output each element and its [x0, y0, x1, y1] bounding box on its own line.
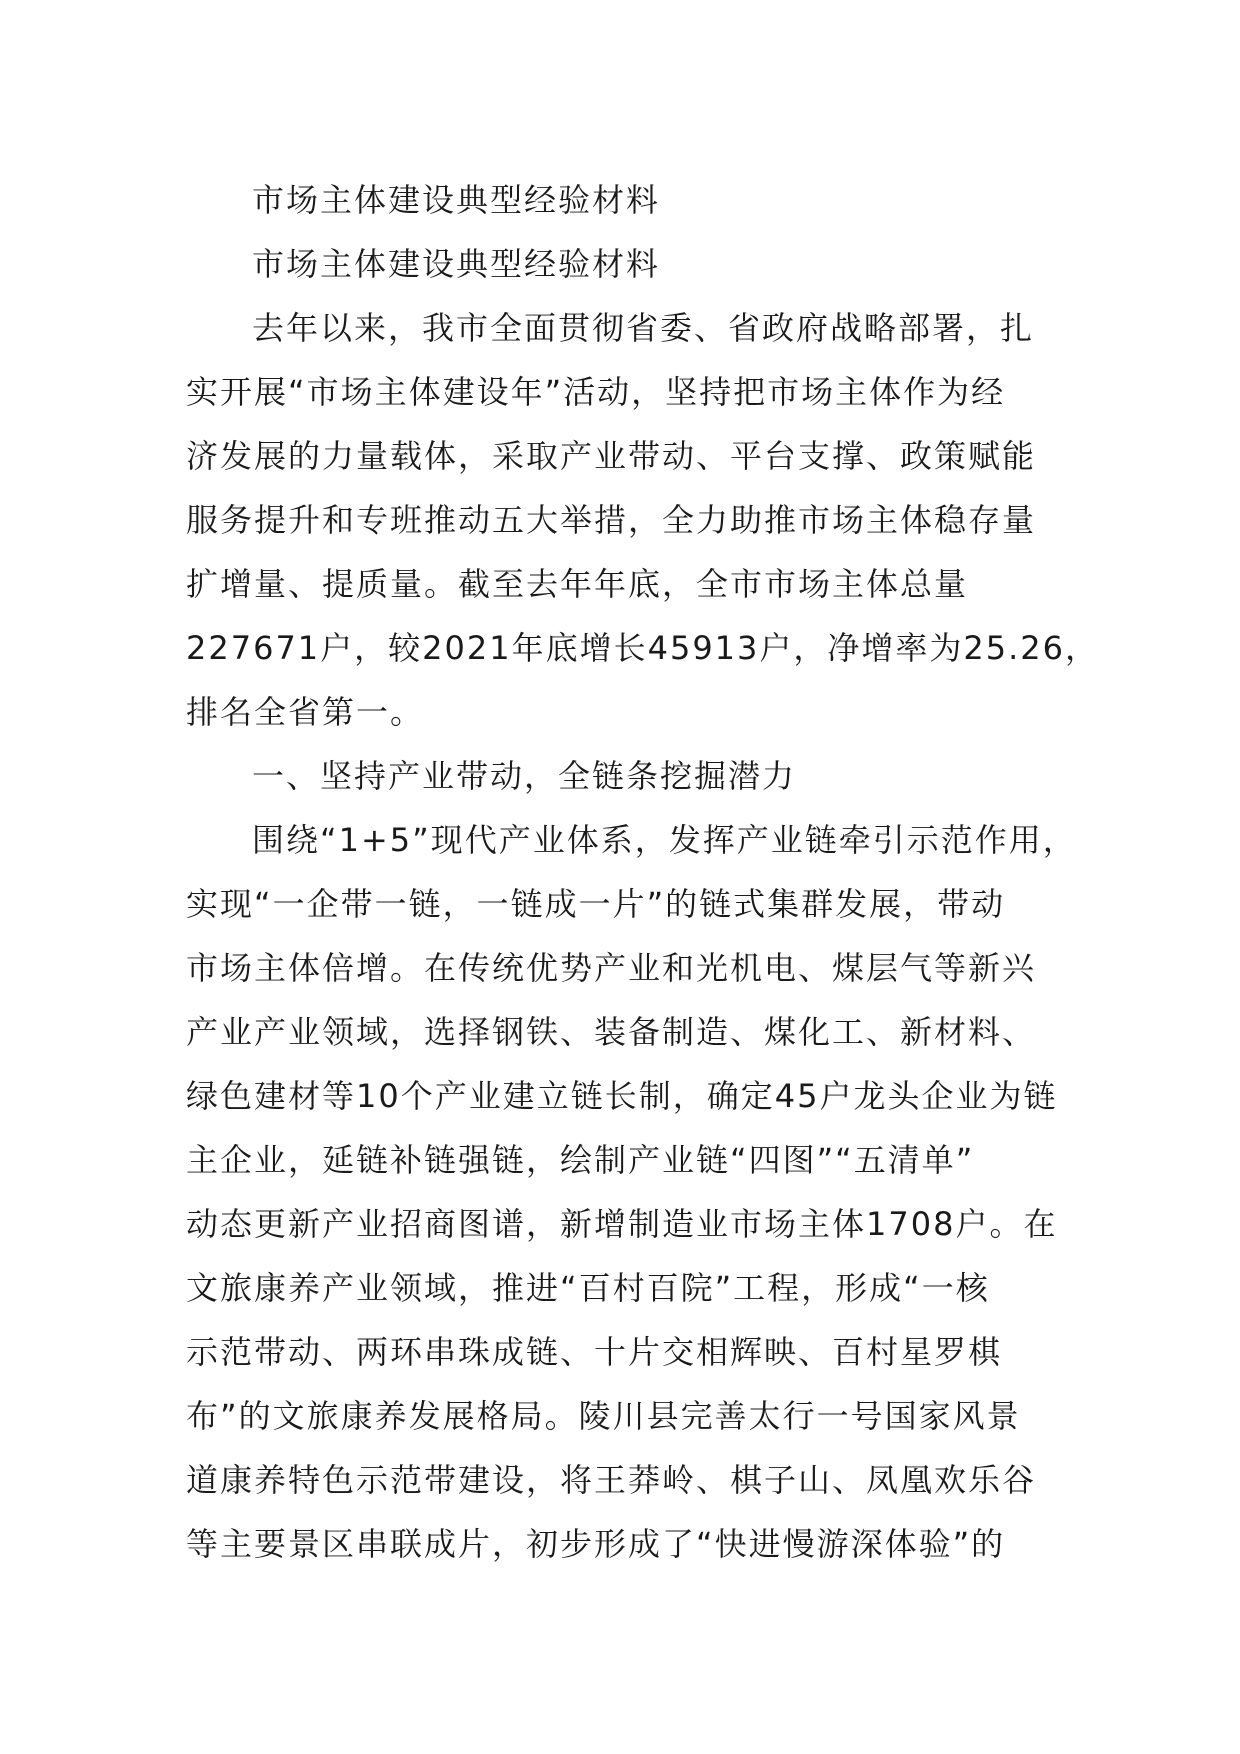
paragraph-line: 道康养特色示范带建设，将王莽岭、棋子山、凤凰欢乐谷 [186, 1461, 1037, 1499]
paragraph-industry [186, 808, 1077, 1576]
document-page [186, 168, 1100, 1576]
paragraph-line: 服务提升和专班推动五大举措，全力助推市场主体稳存量 [186, 501, 1037, 539]
paragraph-line: 济发展的力量载体，采取产业带动、平台支撑、政策赋能 [186, 437, 1037, 475]
paragraph-line: 实开展“市场主体建设年”活动，坚持把市场主体作为经 [186, 373, 1006, 411]
paragraph-line: 布”的文旅康养发展格局。陵川县完善太行一号国家风景 [186, 1397, 1021, 1435]
document-subtitle: 市场主体建设典型经验材料 [252, 245, 661, 283]
document-title: 市场主体建设典型经验材料 [252, 181, 661, 219]
paragraph-line: 产业产业领域，选择钢铁、装备制造、煤化工、新材料、 [186, 1013, 1037, 1051]
paragraph-line: 文旅康养产业领域，推进“百村百院”工程，形成“一核 [186, 1269, 990, 1307]
paragraph-line: 绿色建材等10个产业建立链长制，确定45户龙头企业为链 [186, 1077, 1058, 1115]
paragraph-line: 市场主体倍增。在传统优势产业和光机电、煤层气等新兴 [186, 949, 1037, 987]
paragraph-line: 实现“一企带一链，一链成一片”的链式集群发展，带动 [186, 885, 1006, 923]
paragraph-line: 主企业，延链补链强链，绘制产业链“四图”“五清单” [186, 1141, 975, 1179]
paragraph-intro [186, 296, 1100, 744]
paragraph-line: 围绕“1+5”现代产业体系，发挥产业链牵引示范作用， [252, 821, 1077, 859]
paragraph-line: 227671户，较2021年底增长45913户，净增率为25.26， [186, 629, 1100, 667]
paragraph-line: 示范带动、两环串珠成链、十片交相辉映、百村星罗棋 [186, 1333, 1003, 1371]
section-heading: 一、坚持产业带动，全链条挖掘潜力 [252, 757, 797, 795]
paragraph-line: 扩增量、提质量。截至去年年底，全市市场主体总量 [186, 565, 969, 603]
paragraph-line: 等主要景区串联成片，初步形成了“快进慢游深体验”的 [186, 1525, 1006, 1563]
paragraph-line: 排名全省第一。 [186, 693, 425, 731]
paragraph-line: 动态更新产业招商图谱，新增制造业市场主体1708户。在 [186, 1205, 1058, 1243]
paragraph-line: 去年以来，我市全面贯彻省委、省政府战略部署，扎 [252, 309, 1035, 347]
